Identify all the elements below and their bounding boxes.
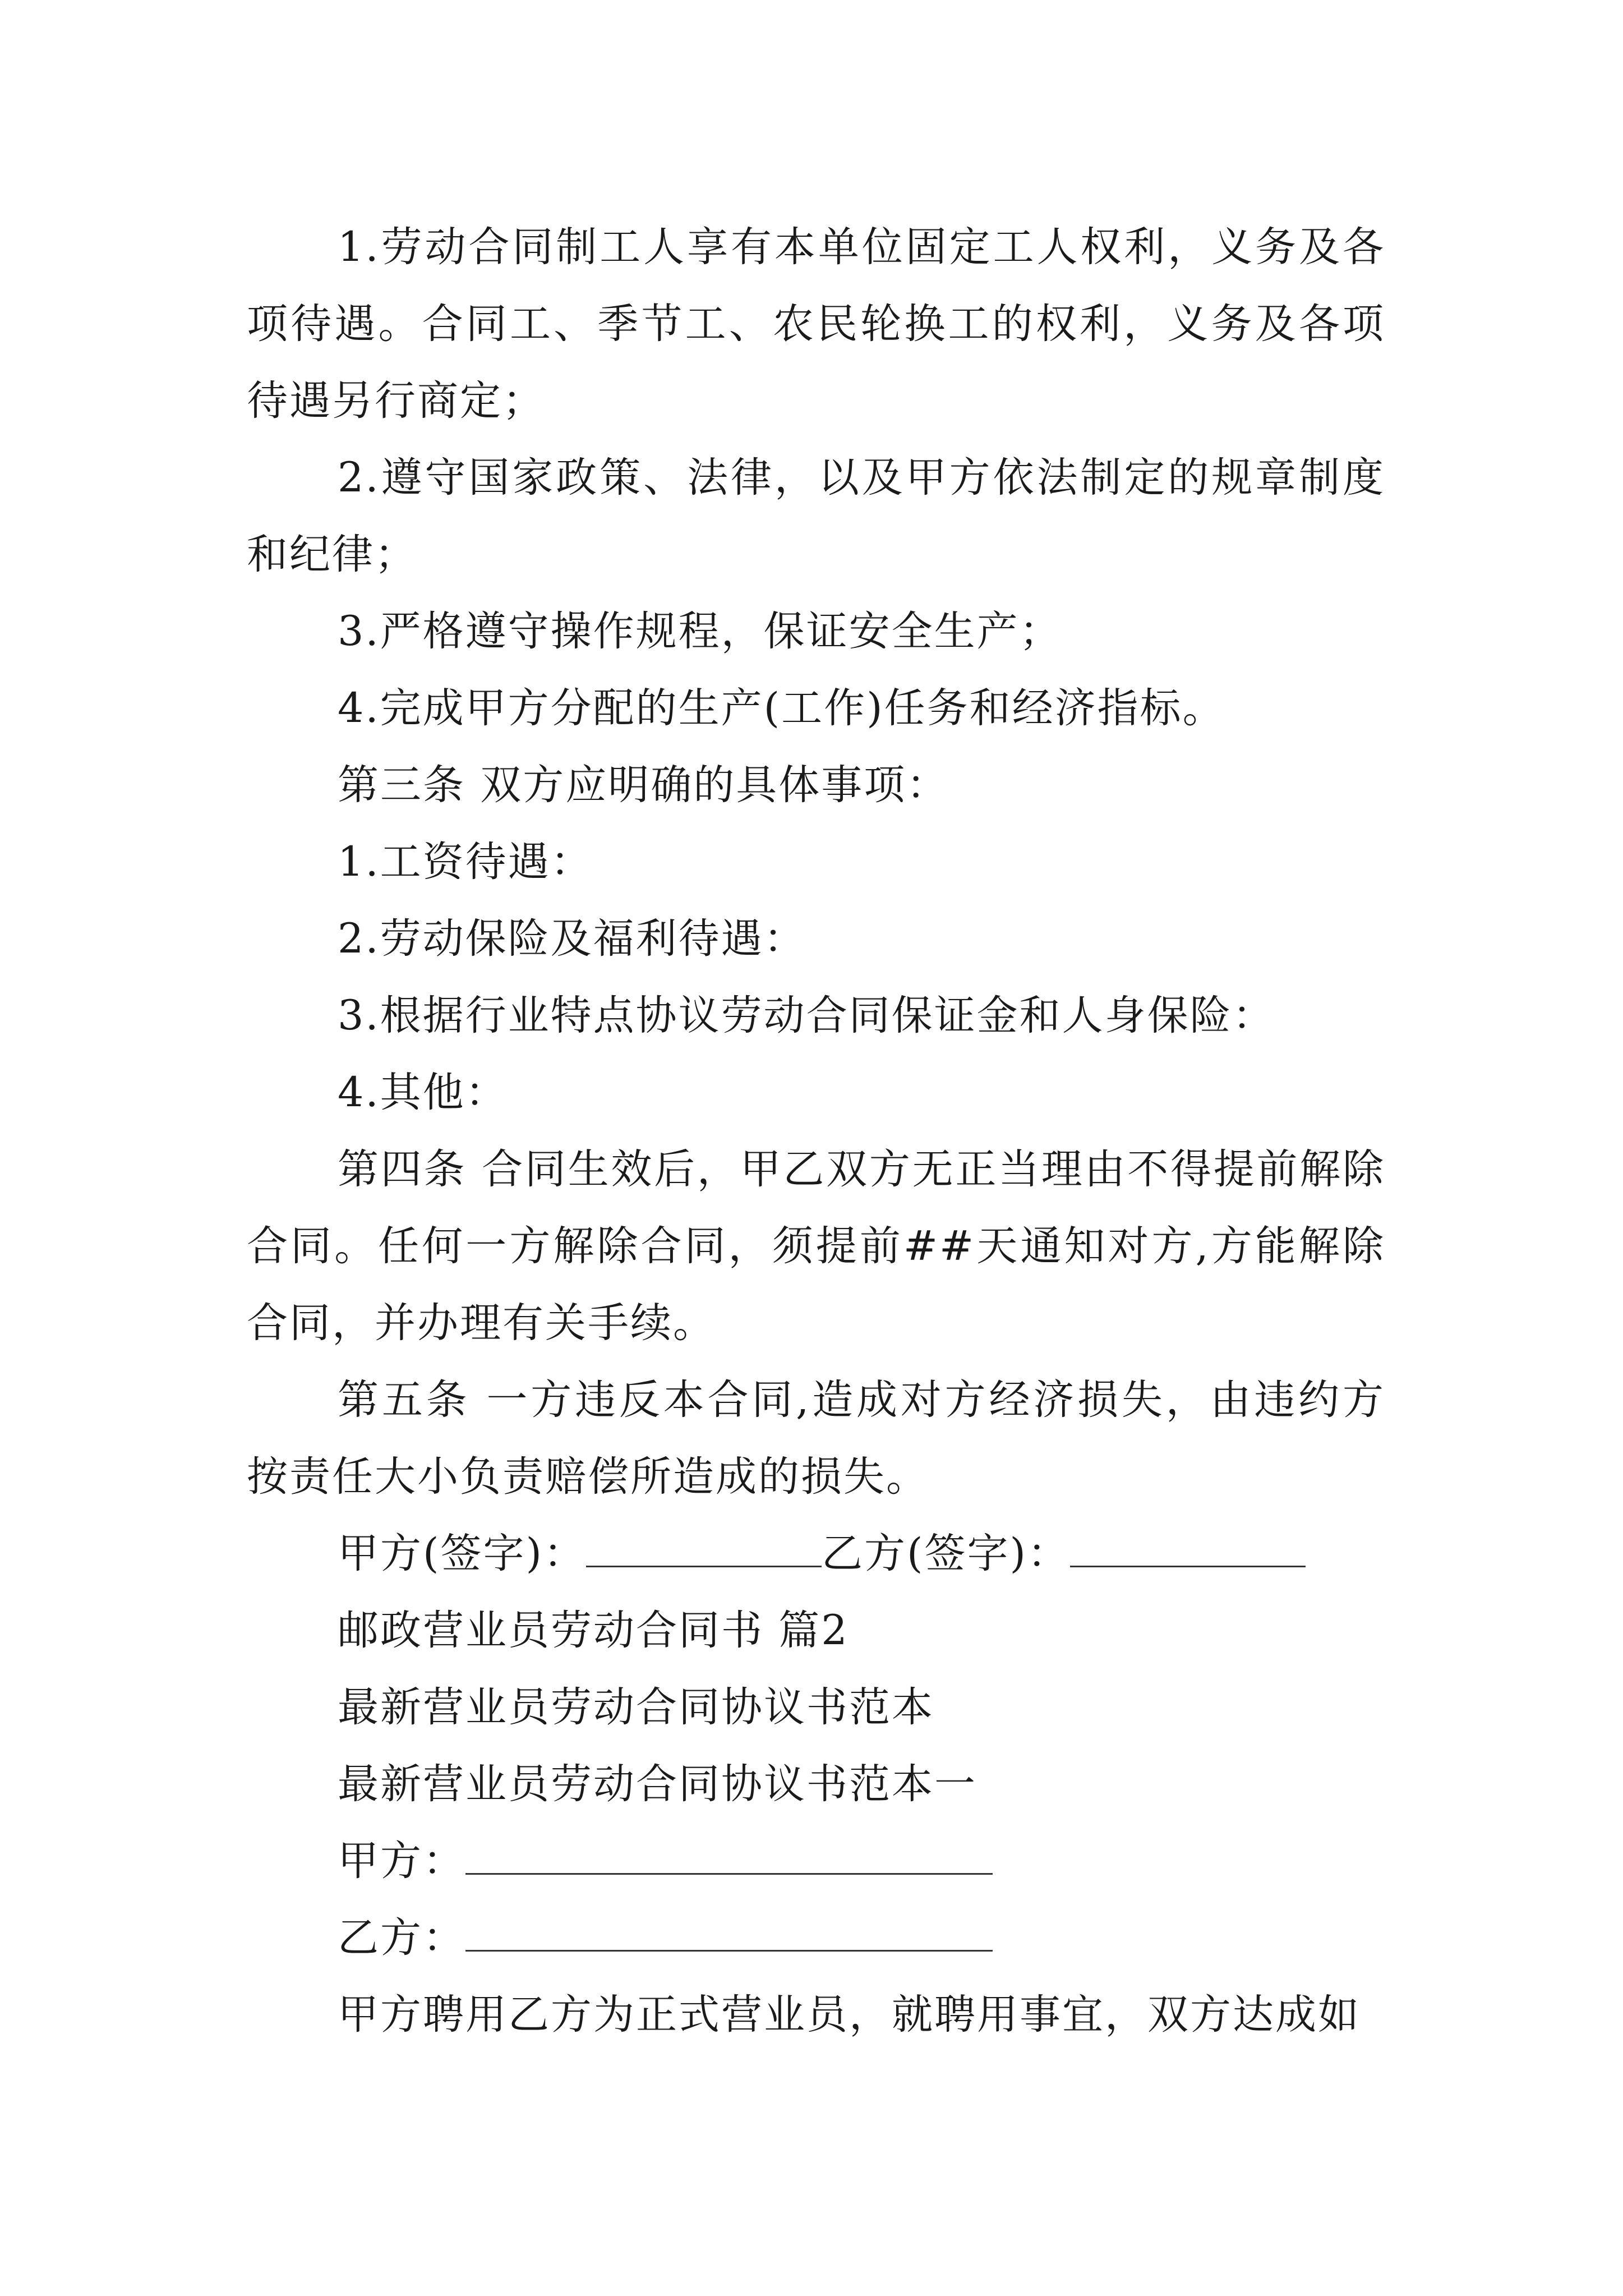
party-a-line	[247, 1823, 1385, 1899]
paragraph-article-3-item-4: 4.其他：	[338, 1069, 508, 1116]
party-b-label: 乙方：	[338, 1914, 465, 1962]
party-a-blank	[465, 1834, 993, 1875]
paragraph-closing: 甲方聘用乙方为正式营业员，就聘用事宜，双方达成如	[338, 1991, 1361, 2039]
party-b-signature-blank	[1070, 1526, 1306, 1567]
party-b-line	[247, 1899, 1385, 1976]
document-title: 最新营业员劳动合同协议书范本	[338, 1683, 934, 1731]
paragraph-clause-2-item-2: 2.遵守国家政策、法律，以及甲方依法制定的规章制度和纪律；	[247, 454, 1385, 578]
document-subtitle: 最新营业员劳动合同协议书范本一	[338, 1760, 977, 1808]
paragraph-article-5: 第五条 一方违反本合同,造成对方经济损失，由违约方按责任大小负责赔偿所造成的损失。	[247, 1376, 1385, 1501]
party-a-label: 甲方：	[338, 1837, 465, 1885]
paragraph-article-3-item-1: 1.工资待遇：	[338, 838, 593, 886]
party-b-signature-label: 乙方(签字)：	[821, 1530, 1070, 1577]
section-heading: 邮政营业员劳动合同书 篇2	[338, 1607, 849, 1654]
paragraph-article-3-item-2: 2.劳动保险及福利待遇：	[338, 915, 806, 963]
party-a-signature-label: 甲方(签字)：	[338, 1530, 586, 1577]
paragraph-clause-2-item-4: 4.完成甲方分配的生产(工作)任务和经济指标。	[338, 684, 1225, 732]
signature-line	[247, 1515, 1385, 1592]
paragraph-article-4: 第四条 合同生效后，甲乙双方无正当理由不得提前解除合同。任何一方解除合同，须提前##天通知对方,方能解除合同，并办理有关手续。	[247, 1145, 1385, 1347]
party-b-blank	[465, 1911, 993, 1952]
party-a-signature-blank	[586, 1526, 822, 1567]
document-body	[247, 209, 1385, 2053]
paragraph-clause-2-item-1: 1.劳动合同制工人享有本单位固定工人权利，义务及各项待遇。合同工、季节工、农民轮换工的权利，义务及各项待遇另行商定；	[247, 223, 1385, 425]
paragraph-article-3-item-3: 3.根据行业特点协议劳动合同保证金和人身保险：	[338, 992, 1275, 1039]
paragraph-article-3: 第三条 双方应明确的具体事项：	[338, 761, 949, 809]
paragraph-clause-2-item-3: 3.严格遵守操作规程，保证安全生产；	[338, 608, 1062, 655]
